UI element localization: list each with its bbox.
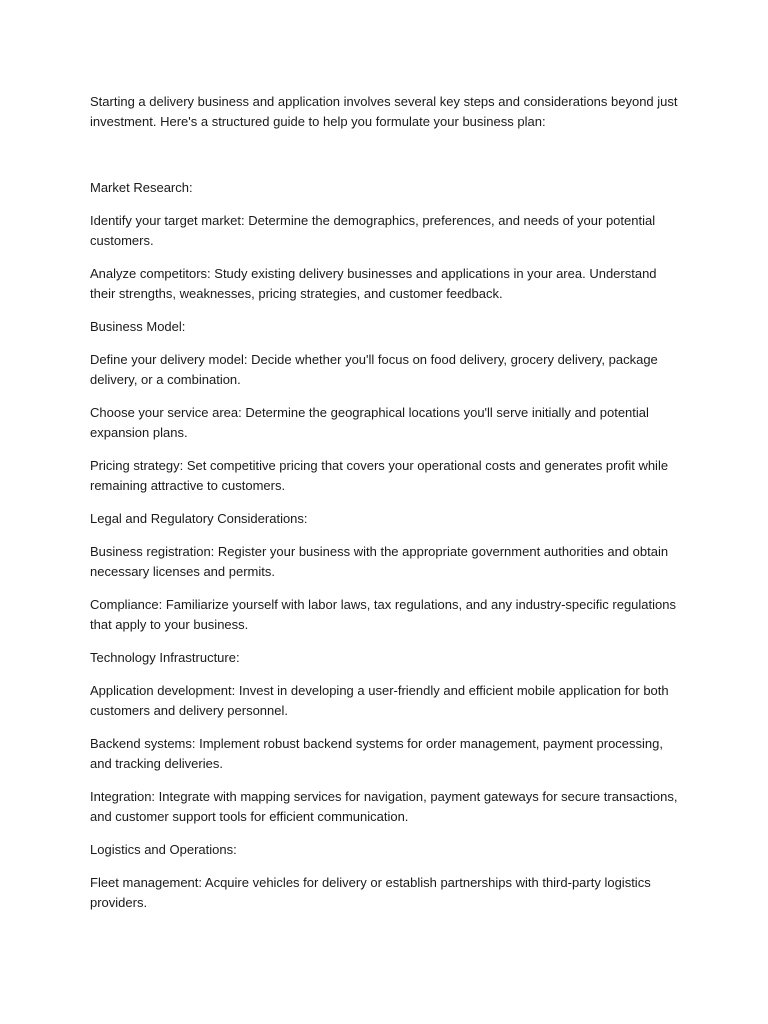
paragraph: Identify your target market: Determine the demographics, preferences, and needs of your potential customers. xyxy=(90,213,656,248)
document-body xyxy=(90,92,680,926)
section-legal-regulatory xyxy=(90,509,680,635)
section-heading: Logistics and Operations: xyxy=(90,842,237,857)
section-heading: Legal and Regulatory Considerations: xyxy=(90,511,308,526)
paragraph: Fleet management: Acquire vehicles for delivery or establish partnerships with third-party logistics providers. xyxy=(90,875,651,910)
paragraph: Backend systems: Implement robust backend systems for order management, payment processing, and tracking deliveries. xyxy=(90,736,663,771)
paragraph: Analyze competitors: Study existing delivery businesses and applications in your area. Understand their strengths, weaknesses, pricing strategies, and customer feedback. xyxy=(90,266,657,301)
paragraph: Pricing strategy: Set competitive pricing that covers your operational costs and generates profit while remaining attractive to customers. xyxy=(90,458,669,493)
section-market-research xyxy=(90,178,680,304)
paragraph: Define your delivery model: Decide whether you'll focus on food delivery, grocery delivery, package delivery, or a combination. xyxy=(90,352,658,387)
blank-line xyxy=(90,132,680,178)
paragraph: Integration: Integrate with mapping services for navigation, payment gateways for secure transactions, and customer support tools for efficient communication. xyxy=(90,789,678,824)
section-heading: Market Research: xyxy=(90,180,193,195)
paragraph: Compliance: Familiarize yourself with labor laws, tax regulations, and any industry-specific regulations that apply to your business. xyxy=(90,597,676,632)
paragraph: Choose your service area: Determine the geographical locations you'll serve initially and potential expansion plans. xyxy=(90,405,649,440)
section-logistics-operations xyxy=(90,840,680,913)
section-business-model xyxy=(90,317,680,496)
section-heading: Business Model: xyxy=(90,319,186,334)
paragraph: Business registration: Register your business with the appropriate government authorities and obtain necessary licenses and permits. xyxy=(90,544,669,579)
section-technology-infrastructure xyxy=(90,648,680,827)
section-heading: Technology Infrastructure: xyxy=(90,650,240,665)
paragraph: Application development: Invest in developing a user-friendly and efficient mobile application for both customers and delivery personnel. xyxy=(90,683,669,718)
intro-paragraph: Starting a delivery business and application involves several key steps and considerations beyond just investment. Here's a structured guide to help you formulate your business plan: xyxy=(90,94,678,129)
